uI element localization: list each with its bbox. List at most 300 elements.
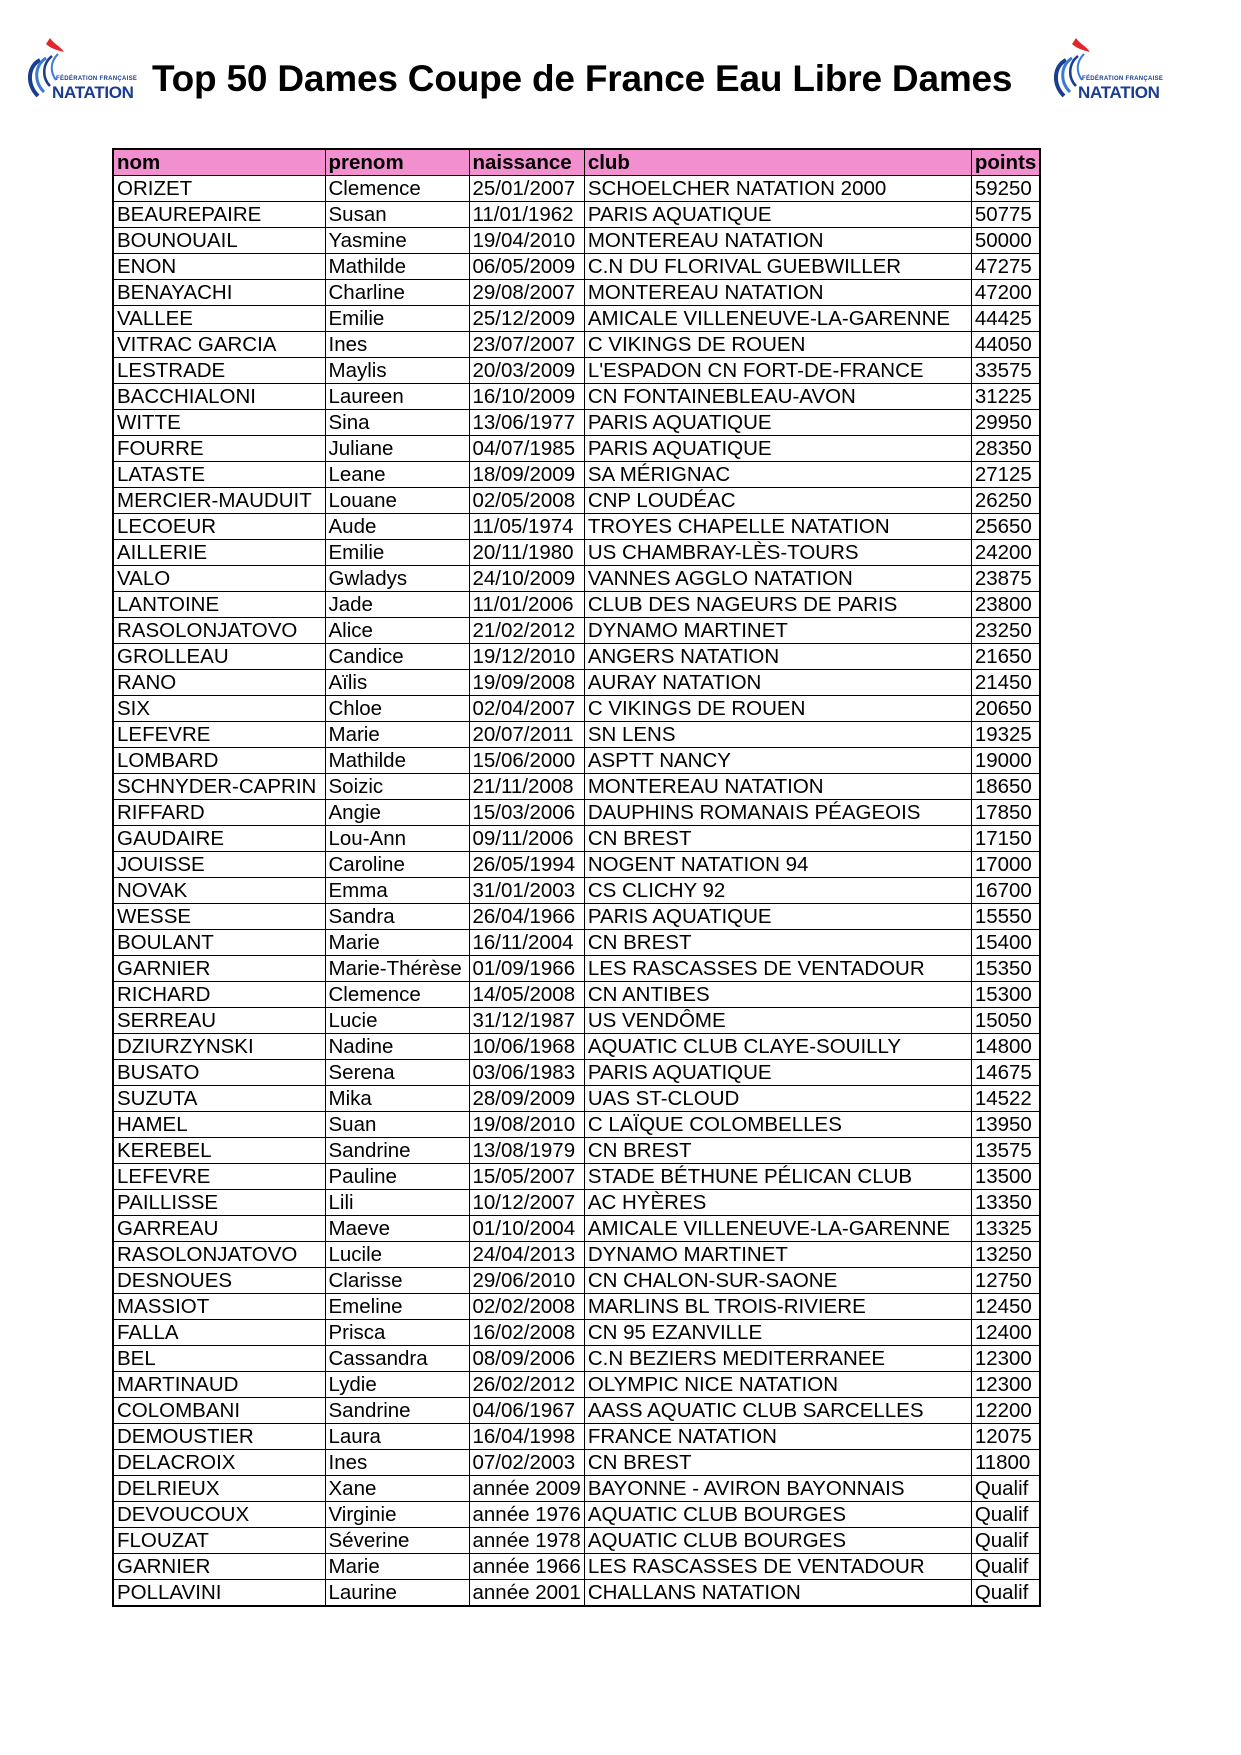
- table-row: [113, 1528, 1040, 1554]
- cell-naissance: 13/06/1977: [469, 410, 584, 436]
- cell-naissance: 21/11/2008: [469, 774, 584, 800]
- cell-nom: MARTINAUD: [113, 1372, 325, 1398]
- cell-points: 12075: [971, 1424, 1040, 1450]
- table-row: [113, 1242, 1040, 1268]
- cell-naissance: 23/07/2007: [469, 332, 584, 358]
- cell-prenom: Emeline: [325, 1294, 469, 1320]
- cell-club: PARIS AQUATIQUE: [584, 410, 971, 436]
- cell-nom: SERREAU: [113, 1008, 325, 1034]
- cell-naissance: 19/12/2010: [469, 644, 584, 670]
- cell-points: 29950: [971, 410, 1040, 436]
- cell-naissance: 16/10/2009: [469, 384, 584, 410]
- table-row: [113, 774, 1040, 800]
- cell-naissance: 19/08/2010: [469, 1112, 584, 1138]
- cell-club: CN CHALON-SUR-SAONE: [584, 1268, 971, 1294]
- cell-club: C.N DU FLORIVAL GUEBWILLER: [584, 254, 971, 280]
- cell-club: CS CLICHY 92: [584, 878, 971, 904]
- cell-club: ASPTT NANCY: [584, 748, 971, 774]
- cell-prenom: Susan: [325, 202, 469, 228]
- table-row: [113, 696, 1040, 722]
- cell-nom: DEVOUCOUX: [113, 1502, 325, 1528]
- cell-club: CN FONTAINEBLEAU-AVON: [584, 384, 971, 410]
- cell-naissance: 16/11/2004: [469, 930, 584, 956]
- cell-nom: BEAUREPAIRE: [113, 202, 325, 228]
- table-body: [113, 176, 1040, 1607]
- cell-points: 47275: [971, 254, 1040, 280]
- cell-nom: DZIURZYNSKI: [113, 1034, 325, 1060]
- cell-club: CHALLANS NATATION: [584, 1580, 971, 1607]
- table-row: [113, 1268, 1040, 1294]
- cell-club: AQUATIC CLUB BOURGES: [584, 1502, 971, 1528]
- cell-club: MONTEREAU NATATION: [584, 280, 971, 306]
- cell-club: BAYONNE - AVIRON BAYONNAIS: [584, 1476, 971, 1502]
- cell-nom: DELACROIX: [113, 1450, 325, 1476]
- page-title: Top 50 Dames Coupe de France Eau Libre Dames: [152, 58, 1013, 99]
- cell-nom: AILLERIE: [113, 540, 325, 566]
- table-row: [113, 852, 1040, 878]
- cell-club: PARIS AQUATIQUE: [584, 1060, 971, 1086]
- cell-club: MONTEREAU NATATION: [584, 228, 971, 254]
- logo-natation-text: NATATION: [52, 83, 134, 102]
- table-row: [113, 722, 1040, 748]
- cell-points: 18650: [971, 774, 1040, 800]
- cell-points: 12450: [971, 1294, 1040, 1320]
- cell-prenom: Mika: [325, 1086, 469, 1112]
- cell-prenom: Emma: [325, 878, 469, 904]
- cell-club: MARLINS BL TROIS-RIVIERE: [584, 1294, 971, 1320]
- cell-prenom: Prisca: [325, 1320, 469, 1346]
- column-header-points: points: [971, 149, 1040, 176]
- cell-points: 21650: [971, 644, 1040, 670]
- cell-club: DYNAMO MARTINET: [584, 1242, 971, 1268]
- cell-prenom: Soizic: [325, 774, 469, 800]
- cell-points: 44425: [971, 306, 1040, 332]
- table-row: [113, 1346, 1040, 1372]
- cell-club: CLUB DES NAGEURS DE PARIS: [584, 592, 971, 618]
- table-row: [113, 1424, 1040, 1450]
- cell-nom: HAMEL: [113, 1112, 325, 1138]
- table-row: [113, 1502, 1040, 1528]
- cell-points: 20650: [971, 696, 1040, 722]
- cell-nom: ENON: [113, 254, 325, 280]
- column-header-prenom: prenom: [325, 149, 469, 176]
- cell-prenom: Mathilde: [325, 748, 469, 774]
- table-row: [113, 1086, 1040, 1112]
- cell-naissance: 18/09/2009: [469, 462, 584, 488]
- cell-prenom: Aïlis: [325, 670, 469, 696]
- cell-naissance: 06/05/2009: [469, 254, 584, 280]
- cell-points: 13575: [971, 1138, 1040, 1164]
- cell-points: 19000: [971, 748, 1040, 774]
- cell-points: 44050: [971, 332, 1040, 358]
- cell-nom: FOURRE: [113, 436, 325, 462]
- cell-naissance: 15/05/2007: [469, 1164, 584, 1190]
- cell-naissance: 26/04/1966: [469, 904, 584, 930]
- cell-club: VANNES AGGLO NATATION: [584, 566, 971, 592]
- table-row: [113, 384, 1040, 410]
- table-header-row: [113, 149, 1040, 176]
- table-row: [113, 1554, 1040, 1580]
- cell-club: CN BREST: [584, 826, 971, 852]
- cell-prenom: Pauline: [325, 1164, 469, 1190]
- cell-prenom: Lucile: [325, 1242, 469, 1268]
- cell-naissance: 03/06/1983: [469, 1060, 584, 1086]
- cell-naissance: 25/01/2007: [469, 176, 584, 202]
- cell-prenom: Alice: [325, 618, 469, 644]
- cell-nom: SUZUTA: [113, 1086, 325, 1112]
- cell-naissance: 15/06/2000: [469, 748, 584, 774]
- cell-nom: LEFEVRE: [113, 1164, 325, 1190]
- table-row: [113, 1164, 1040, 1190]
- cell-naissance: 02/02/2008: [469, 1294, 584, 1320]
- cell-points: 23800: [971, 592, 1040, 618]
- cell-club: PARIS AQUATIQUE: [584, 202, 971, 228]
- cell-club: ANGERS NATATION: [584, 644, 971, 670]
- cell-prenom: Lou-Ann: [325, 826, 469, 852]
- cell-prenom: Angie: [325, 800, 469, 826]
- cell-nom: MASSIOT: [113, 1294, 325, 1320]
- cell-points: 21450: [971, 670, 1040, 696]
- cell-nom: LATASTE: [113, 462, 325, 488]
- cell-prenom: Suan: [325, 1112, 469, 1138]
- cell-naissance: 26/02/2012: [469, 1372, 584, 1398]
- cell-club: C VIKINGS DE ROUEN: [584, 332, 971, 358]
- cell-naissance: 08/09/2006: [469, 1346, 584, 1372]
- ffn-logo-left: [20, 36, 138, 108]
- cell-points: 17000: [971, 852, 1040, 878]
- cell-club: CN 95 EZANVILLE: [584, 1320, 971, 1346]
- cell-nom: DEMOUSTIER: [113, 1424, 325, 1450]
- cell-prenom: Xane: [325, 1476, 469, 1502]
- table-row: [113, 306, 1040, 332]
- table-row: [113, 1320, 1040, 1346]
- cell-club: US VENDÔME: [584, 1008, 971, 1034]
- cell-prenom: Yasmine: [325, 228, 469, 254]
- cell-points: 28350: [971, 436, 1040, 462]
- cell-prenom: Sina: [325, 410, 469, 436]
- cell-nom: RASOLONJATOVO: [113, 618, 325, 644]
- cell-prenom: Ines: [325, 332, 469, 358]
- cell-nom: RICHARD: [113, 982, 325, 1008]
- table-row: [113, 410, 1040, 436]
- table-row: [113, 1450, 1040, 1476]
- cell-prenom: Emilie: [325, 540, 469, 566]
- cell-nom: SCHNYDER-CAPRIN: [113, 774, 325, 800]
- table-row: [113, 332, 1040, 358]
- cell-club: C VIKINGS DE ROUEN: [584, 696, 971, 722]
- cell-prenom: Charline: [325, 280, 469, 306]
- cell-nom: POLLAVINI: [113, 1580, 325, 1607]
- cell-club: AQUATIC CLUB CLAYE-SOUILLY: [584, 1034, 971, 1060]
- cell-naissance: 14/05/2008: [469, 982, 584, 1008]
- cell-prenom: Séverine: [325, 1528, 469, 1554]
- cell-naissance: 10/12/2007: [469, 1190, 584, 1216]
- cell-prenom: Marie: [325, 722, 469, 748]
- table-row: [113, 436, 1040, 462]
- cell-points: 19325: [971, 722, 1040, 748]
- table-row: [113, 566, 1040, 592]
- cell-prenom: Sandrine: [325, 1398, 469, 1424]
- cell-prenom: Jade: [325, 592, 469, 618]
- cell-club: FRANCE NATATION: [584, 1424, 971, 1450]
- cell-nom: BUSATO: [113, 1060, 325, 1086]
- cell-naissance: 29/06/2010: [469, 1268, 584, 1294]
- cell-prenom: Mathilde: [325, 254, 469, 280]
- cell-nom: DESNOUES: [113, 1268, 325, 1294]
- cell-nom: GARREAU: [113, 1216, 325, 1242]
- cell-prenom: Clarisse: [325, 1268, 469, 1294]
- cell-prenom: Lucie: [325, 1008, 469, 1034]
- cell-points: 33575: [971, 358, 1040, 384]
- cell-club: CN BREST: [584, 1450, 971, 1476]
- cell-club: AMICALE VILLENEUVE-LA-GARENNE: [584, 1216, 971, 1242]
- cell-points: 13250: [971, 1242, 1040, 1268]
- cell-naissance: 07/02/2003: [469, 1450, 584, 1476]
- cell-club: CN ANTIBES: [584, 982, 971, 1008]
- cell-points: 13500: [971, 1164, 1040, 1190]
- cell-points: 15300: [971, 982, 1040, 1008]
- table-row: [113, 1580, 1040, 1607]
- cell-club: UAS ST-CLOUD: [584, 1086, 971, 1112]
- cell-nom: NOVAK: [113, 878, 325, 904]
- table-row: [113, 748, 1040, 774]
- table-row: [113, 1398, 1040, 1424]
- cell-club: AURAY NATATION: [584, 670, 971, 696]
- cell-nom: BACCHIALONI: [113, 384, 325, 410]
- cell-naissance: 31/12/1987: [469, 1008, 584, 1034]
- cell-nom: BOULANT: [113, 930, 325, 956]
- cell-naissance: 16/02/2008: [469, 1320, 584, 1346]
- cell-nom: WESSE: [113, 904, 325, 930]
- cell-points: 31225: [971, 384, 1040, 410]
- ffn-logo-right: [1046, 36, 1164, 108]
- cell-naissance: 19/04/2010: [469, 228, 584, 254]
- cell-club: US CHAMBRAY-LÈS-TOURS: [584, 540, 971, 566]
- column-header-nom: nom: [113, 149, 325, 176]
- cell-nom: MERCIER-MAUDUIT: [113, 488, 325, 514]
- cell-nom: LECOEUR: [113, 514, 325, 540]
- table-row: [113, 878, 1040, 904]
- table-row: [113, 1008, 1040, 1034]
- cell-nom: GARNIER: [113, 956, 325, 982]
- cell-naissance: 20/11/1980: [469, 540, 584, 566]
- cell-prenom: Aude: [325, 514, 469, 540]
- cell-nom: SIX: [113, 696, 325, 722]
- cell-prenom: Laura: [325, 1424, 469, 1450]
- cell-naissance: 10/06/1968: [469, 1034, 584, 1060]
- table-row: [113, 618, 1040, 644]
- cell-naissance: 11/05/1974: [469, 514, 584, 540]
- table-row: [113, 1138, 1040, 1164]
- cell-naissance: année 1976: [469, 1502, 584, 1528]
- table-row: [113, 592, 1040, 618]
- table-row: [113, 176, 1040, 202]
- cell-prenom: Lydie: [325, 1372, 469, 1398]
- table-row: [113, 1372, 1040, 1398]
- logo-federation-text: FÉDÉRATION FRANÇAISE: [56, 76, 138, 82]
- cell-nom: FALLA: [113, 1320, 325, 1346]
- page-header: [0, 0, 1241, 130]
- cell-prenom: Nadine: [325, 1034, 469, 1060]
- cell-prenom: Laureen: [325, 384, 469, 410]
- cell-prenom: Laurine: [325, 1580, 469, 1607]
- table-row: [113, 930, 1040, 956]
- cell-nom: GROLLEAU: [113, 644, 325, 670]
- cell-club: SCHOELCHER NATATION 2000: [584, 176, 971, 202]
- cell-nom: WITTE: [113, 410, 325, 436]
- cell-naissance: 28/09/2009: [469, 1086, 584, 1112]
- cell-points: 15550: [971, 904, 1040, 930]
- cell-prenom: Serena: [325, 1060, 469, 1086]
- cell-nom: LESTRADE: [113, 358, 325, 384]
- cell-nom: BOUNOUAIL: [113, 228, 325, 254]
- cell-naissance: 02/04/2007: [469, 696, 584, 722]
- cell-points: 13950: [971, 1112, 1040, 1138]
- cell-club: OLYMPIC NICE NATATION: [584, 1372, 971, 1398]
- cell-prenom: Marie: [325, 1554, 469, 1580]
- cell-points: 13325: [971, 1216, 1040, 1242]
- table-row: [113, 644, 1040, 670]
- cell-nom: JOUISSE: [113, 852, 325, 878]
- table-row: [113, 1034, 1040, 1060]
- cell-naissance: 20/03/2009: [469, 358, 584, 384]
- cell-nom: COLOMBANI: [113, 1398, 325, 1424]
- cell-points: 23250: [971, 618, 1040, 644]
- cell-nom: BENAYACHI: [113, 280, 325, 306]
- cell-naissance: 01/09/1966: [469, 956, 584, 982]
- table-row: [113, 358, 1040, 384]
- table-row: [113, 228, 1040, 254]
- cell-naissance: 13/08/1979: [469, 1138, 584, 1164]
- cell-points: 15400: [971, 930, 1040, 956]
- cell-points: 50775: [971, 202, 1040, 228]
- cell-points: 17850: [971, 800, 1040, 826]
- cell-club: NOGENT NATATION 94: [584, 852, 971, 878]
- table-row: [113, 1216, 1040, 1242]
- table-row: [113, 462, 1040, 488]
- cell-points: 50000: [971, 228, 1040, 254]
- cell-naissance: année 2009: [469, 1476, 584, 1502]
- cell-prenom: Marie: [325, 930, 469, 956]
- cell-points: 14522: [971, 1086, 1040, 1112]
- cell-prenom: Marie-Thérèse: [325, 956, 469, 982]
- cell-nom: GAUDAIRE: [113, 826, 325, 852]
- cell-prenom: Candice: [325, 644, 469, 670]
- cell-naissance: 04/06/1967: [469, 1398, 584, 1424]
- cell-prenom: Louane: [325, 488, 469, 514]
- cell-naissance: 21/02/2012: [469, 618, 584, 644]
- cell-club: CN BREST: [584, 930, 971, 956]
- cell-nom: LANTOINE: [113, 592, 325, 618]
- column-header-club: club: [584, 149, 971, 176]
- cell-points: Qualif: [971, 1580, 1040, 1607]
- cell-naissance: 02/05/2008: [469, 488, 584, 514]
- cell-points: 25650: [971, 514, 1040, 540]
- cell-points: 11800: [971, 1450, 1040, 1476]
- cell-points: 15350: [971, 956, 1040, 982]
- cell-club: DAUPHINS ROMANAIS PÉAGEOIS: [584, 800, 971, 826]
- cell-naissance: 24/10/2009: [469, 566, 584, 592]
- cell-prenom: Virginie: [325, 1502, 469, 1528]
- cell-club: SN LENS: [584, 722, 971, 748]
- cell-naissance: 29/08/2007: [469, 280, 584, 306]
- cell-points: 12300: [971, 1372, 1040, 1398]
- cell-naissance: 04/07/1985: [469, 436, 584, 462]
- cell-points: 17150: [971, 826, 1040, 852]
- cell-points: Qualif: [971, 1528, 1040, 1554]
- cell-prenom: Maeve: [325, 1216, 469, 1242]
- cell-nom: LOMBARD: [113, 748, 325, 774]
- table-row: [113, 956, 1040, 982]
- cell-prenom: Sandra: [325, 904, 469, 930]
- cell-points: Qualif: [971, 1554, 1040, 1580]
- cell-prenom: Emilie: [325, 306, 469, 332]
- table-row: [113, 1190, 1040, 1216]
- cell-club: PARIS AQUATIQUE: [584, 436, 971, 462]
- cell-naissance: 25/12/2009: [469, 306, 584, 332]
- cell-points: 47200: [971, 280, 1040, 306]
- cell-club: AMICALE VILLENEUVE-LA-GARENNE: [584, 306, 971, 332]
- cell-club: AC HYÈRES: [584, 1190, 971, 1216]
- table-row: [113, 1112, 1040, 1138]
- cell-club: STADE BÉTHUNE PÉLICAN CLUB: [584, 1164, 971, 1190]
- table-row: [113, 800, 1040, 826]
- logo-federation-text: FÉDÉRATION FRANÇAISE: [1082, 76, 1164, 82]
- cell-club: DYNAMO MARTINET: [584, 618, 971, 644]
- cell-club: LES RASCASSES DE VENTADOUR: [584, 956, 971, 982]
- cell-points: Qualif: [971, 1476, 1040, 1502]
- cell-naissance: 15/03/2006: [469, 800, 584, 826]
- table-row: [113, 280, 1040, 306]
- table-row: [113, 540, 1040, 566]
- cell-prenom: Cassandra: [325, 1346, 469, 1372]
- cell-naissance: 01/10/2004: [469, 1216, 584, 1242]
- table-row: [113, 254, 1040, 280]
- table-row: [113, 982, 1040, 1008]
- cell-nom: DELRIEUX: [113, 1476, 325, 1502]
- cell-points: 15050: [971, 1008, 1040, 1034]
- cell-nom: ORIZET: [113, 176, 325, 202]
- table-row: [113, 826, 1040, 852]
- cell-naissance: année 2001: [469, 1580, 584, 1607]
- cell-naissance: 11/01/1962: [469, 202, 584, 228]
- cell-club: LES RASCASSES DE VENTADOUR: [584, 1554, 971, 1580]
- cell-points: Qualif: [971, 1502, 1040, 1528]
- cell-club: CN BREST: [584, 1138, 971, 1164]
- cell-points: 27125: [971, 462, 1040, 488]
- cell-club: PARIS AQUATIQUE: [584, 904, 971, 930]
- cell-nom: VITRAC GARCIA: [113, 332, 325, 358]
- cell-club: MONTEREAU NATATION: [584, 774, 971, 800]
- cell-naissance: année 1966: [469, 1554, 584, 1580]
- column-header-naissance: naissance: [469, 149, 584, 176]
- cell-points: 12300: [971, 1346, 1040, 1372]
- table-row: [113, 1476, 1040, 1502]
- cell-nom: RANO: [113, 670, 325, 696]
- cell-naissance: 24/04/2013: [469, 1242, 584, 1268]
- ranking-table: [112, 148, 1041, 1607]
- cell-points: 12750: [971, 1268, 1040, 1294]
- cell-prenom: Maylis: [325, 358, 469, 384]
- table-row: [113, 488, 1040, 514]
- cell-prenom: Lili: [325, 1190, 469, 1216]
- cell-prenom: Sandrine: [325, 1138, 469, 1164]
- table-row: [113, 1060, 1040, 1086]
- cell-points: 14675: [971, 1060, 1040, 1086]
- cell-points: 16700: [971, 878, 1040, 904]
- cell-naissance: 26/05/1994: [469, 852, 584, 878]
- cell-points: 13350: [971, 1190, 1040, 1216]
